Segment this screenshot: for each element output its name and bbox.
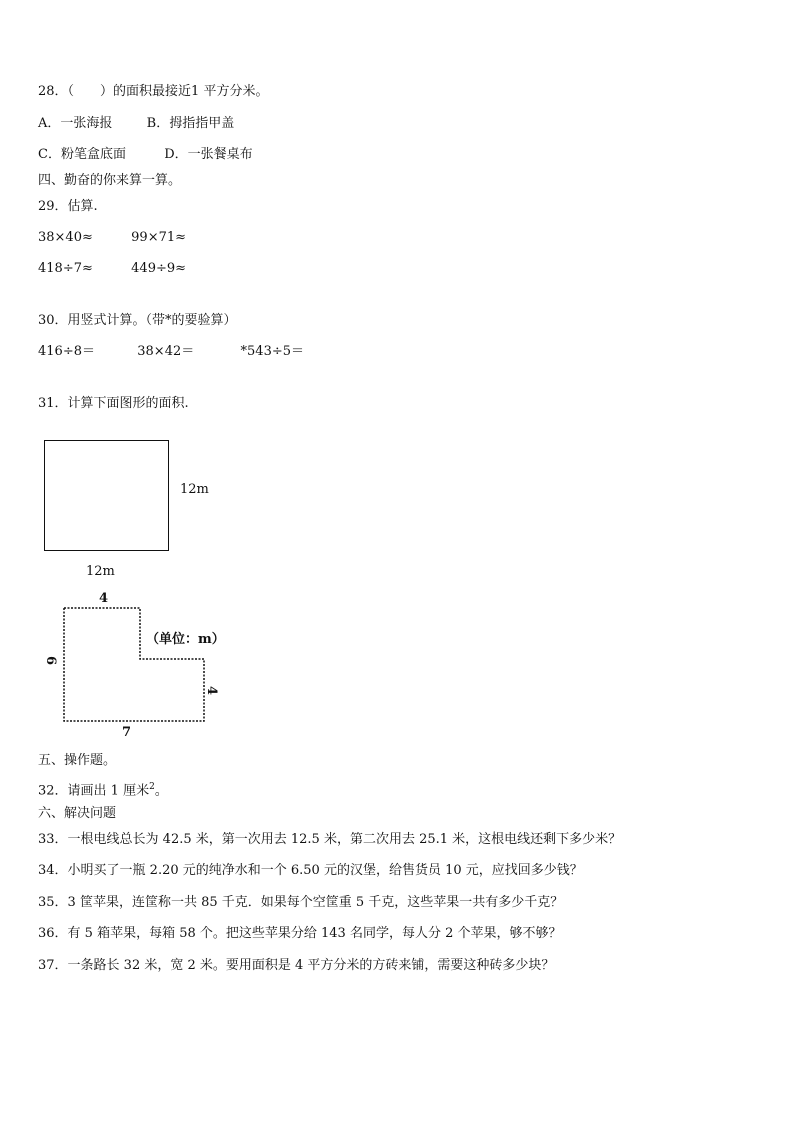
question-32-end: 。 — [154, 783, 168, 799]
l-unit-label: （单位：m） — [146, 632, 225, 647]
option-b: B．拇指指甲盖 — [146, 116, 235, 131]
expr-38x40: 38×40≈ — [38, 230, 93, 245]
question-30-exprs — [38, 344, 304, 360]
question-35: 35．3 筐苹果，连筐称一共 85 千克．如果每个空筐重 5 千克，这些苹果一共有多少千克？ — [38, 895, 564, 910]
l-right-label: 4 — [204, 685, 220, 696]
square-side-label: 12m — [180, 482, 209, 497]
l-left-label: 6 — [43, 655, 59, 666]
square-figure — [44, 440, 169, 551]
l-bottom-label: 7 — [122, 725, 132, 740]
l-top-label: 4 — [99, 591, 109, 606]
question-32 — [38, 779, 168, 799]
section-4-heading: 四、勤奋的你来算一算。 — [38, 173, 182, 188]
section-6-heading: 六、解决问题 — [38, 806, 117, 821]
question-31-stem: 31．计算下面图形的面积. — [38, 396, 189, 411]
expr-38x42: 38×42＝ — [137, 344, 195, 359]
option-d: D．一张餐桌布 — [164, 147, 253, 162]
expr-416div8: 416÷8＝ — [38, 344, 95, 359]
question-29-row2 — [38, 261, 186, 277]
question-28-options-row1 — [38, 116, 234, 132]
question-37: 37．一条路长 32 米，宽 2 米。要用面积是 4 平方分米的方砖来铺，需要这种砖多少块？ — [38, 958, 555, 973]
l-shape-figure — [40, 588, 240, 748]
question-29-row1 — [38, 230, 186, 246]
expr-449div9: 449÷9≈ — [131, 261, 187, 276]
question-32-sup: 2 — [149, 782, 155, 792]
square-bottom-label: 12m — [86, 564, 115, 579]
question-30-stem: 30．用竖式计算。（带*的要验算） — [38, 313, 237, 328]
option-a: A．一张海报 — [38, 116, 113, 131]
option-c: C．粉笔盒底面 — [38, 147, 126, 162]
question-28-options-row2 — [38, 147, 253, 163]
expr-543div5: *543÷5＝ — [240, 344, 305, 359]
expr-418div7: 418÷7≈ — [38, 261, 93, 276]
question-29-stem: 29．估算. — [38, 199, 98, 214]
question-28 — [38, 84, 268, 100]
section-5-heading: 五、操作题。 — [38, 753, 117, 768]
question-34: 34．小明买了一瓶 2.20 元的纯净水和一个 6.50 元的汉堡，给售货员 10 元，应找回多少钱？ — [38, 863, 583, 878]
question-36: 36．有 5 箱苹果，每箱 58 个。把这些苹果分给 143 名同学，每人分 2 个苹果，够不够？ — [38, 926, 562, 941]
expr-99x71: 99×71≈ — [131, 230, 187, 245]
question-33: 33．一根电线总长为 42.5 米，第一次用去 12.5 米，第二次用去 25.1 米，这根电线还剩下多少米？ — [38, 832, 622, 847]
l-shape-outline — [64, 608, 204, 721]
question-28-stem: 28．（ ）的面积最接近1 平方分米。 — [38, 84, 269, 99]
question-32-text: 32．请画出 1 厘米 — [38, 783, 150, 799]
